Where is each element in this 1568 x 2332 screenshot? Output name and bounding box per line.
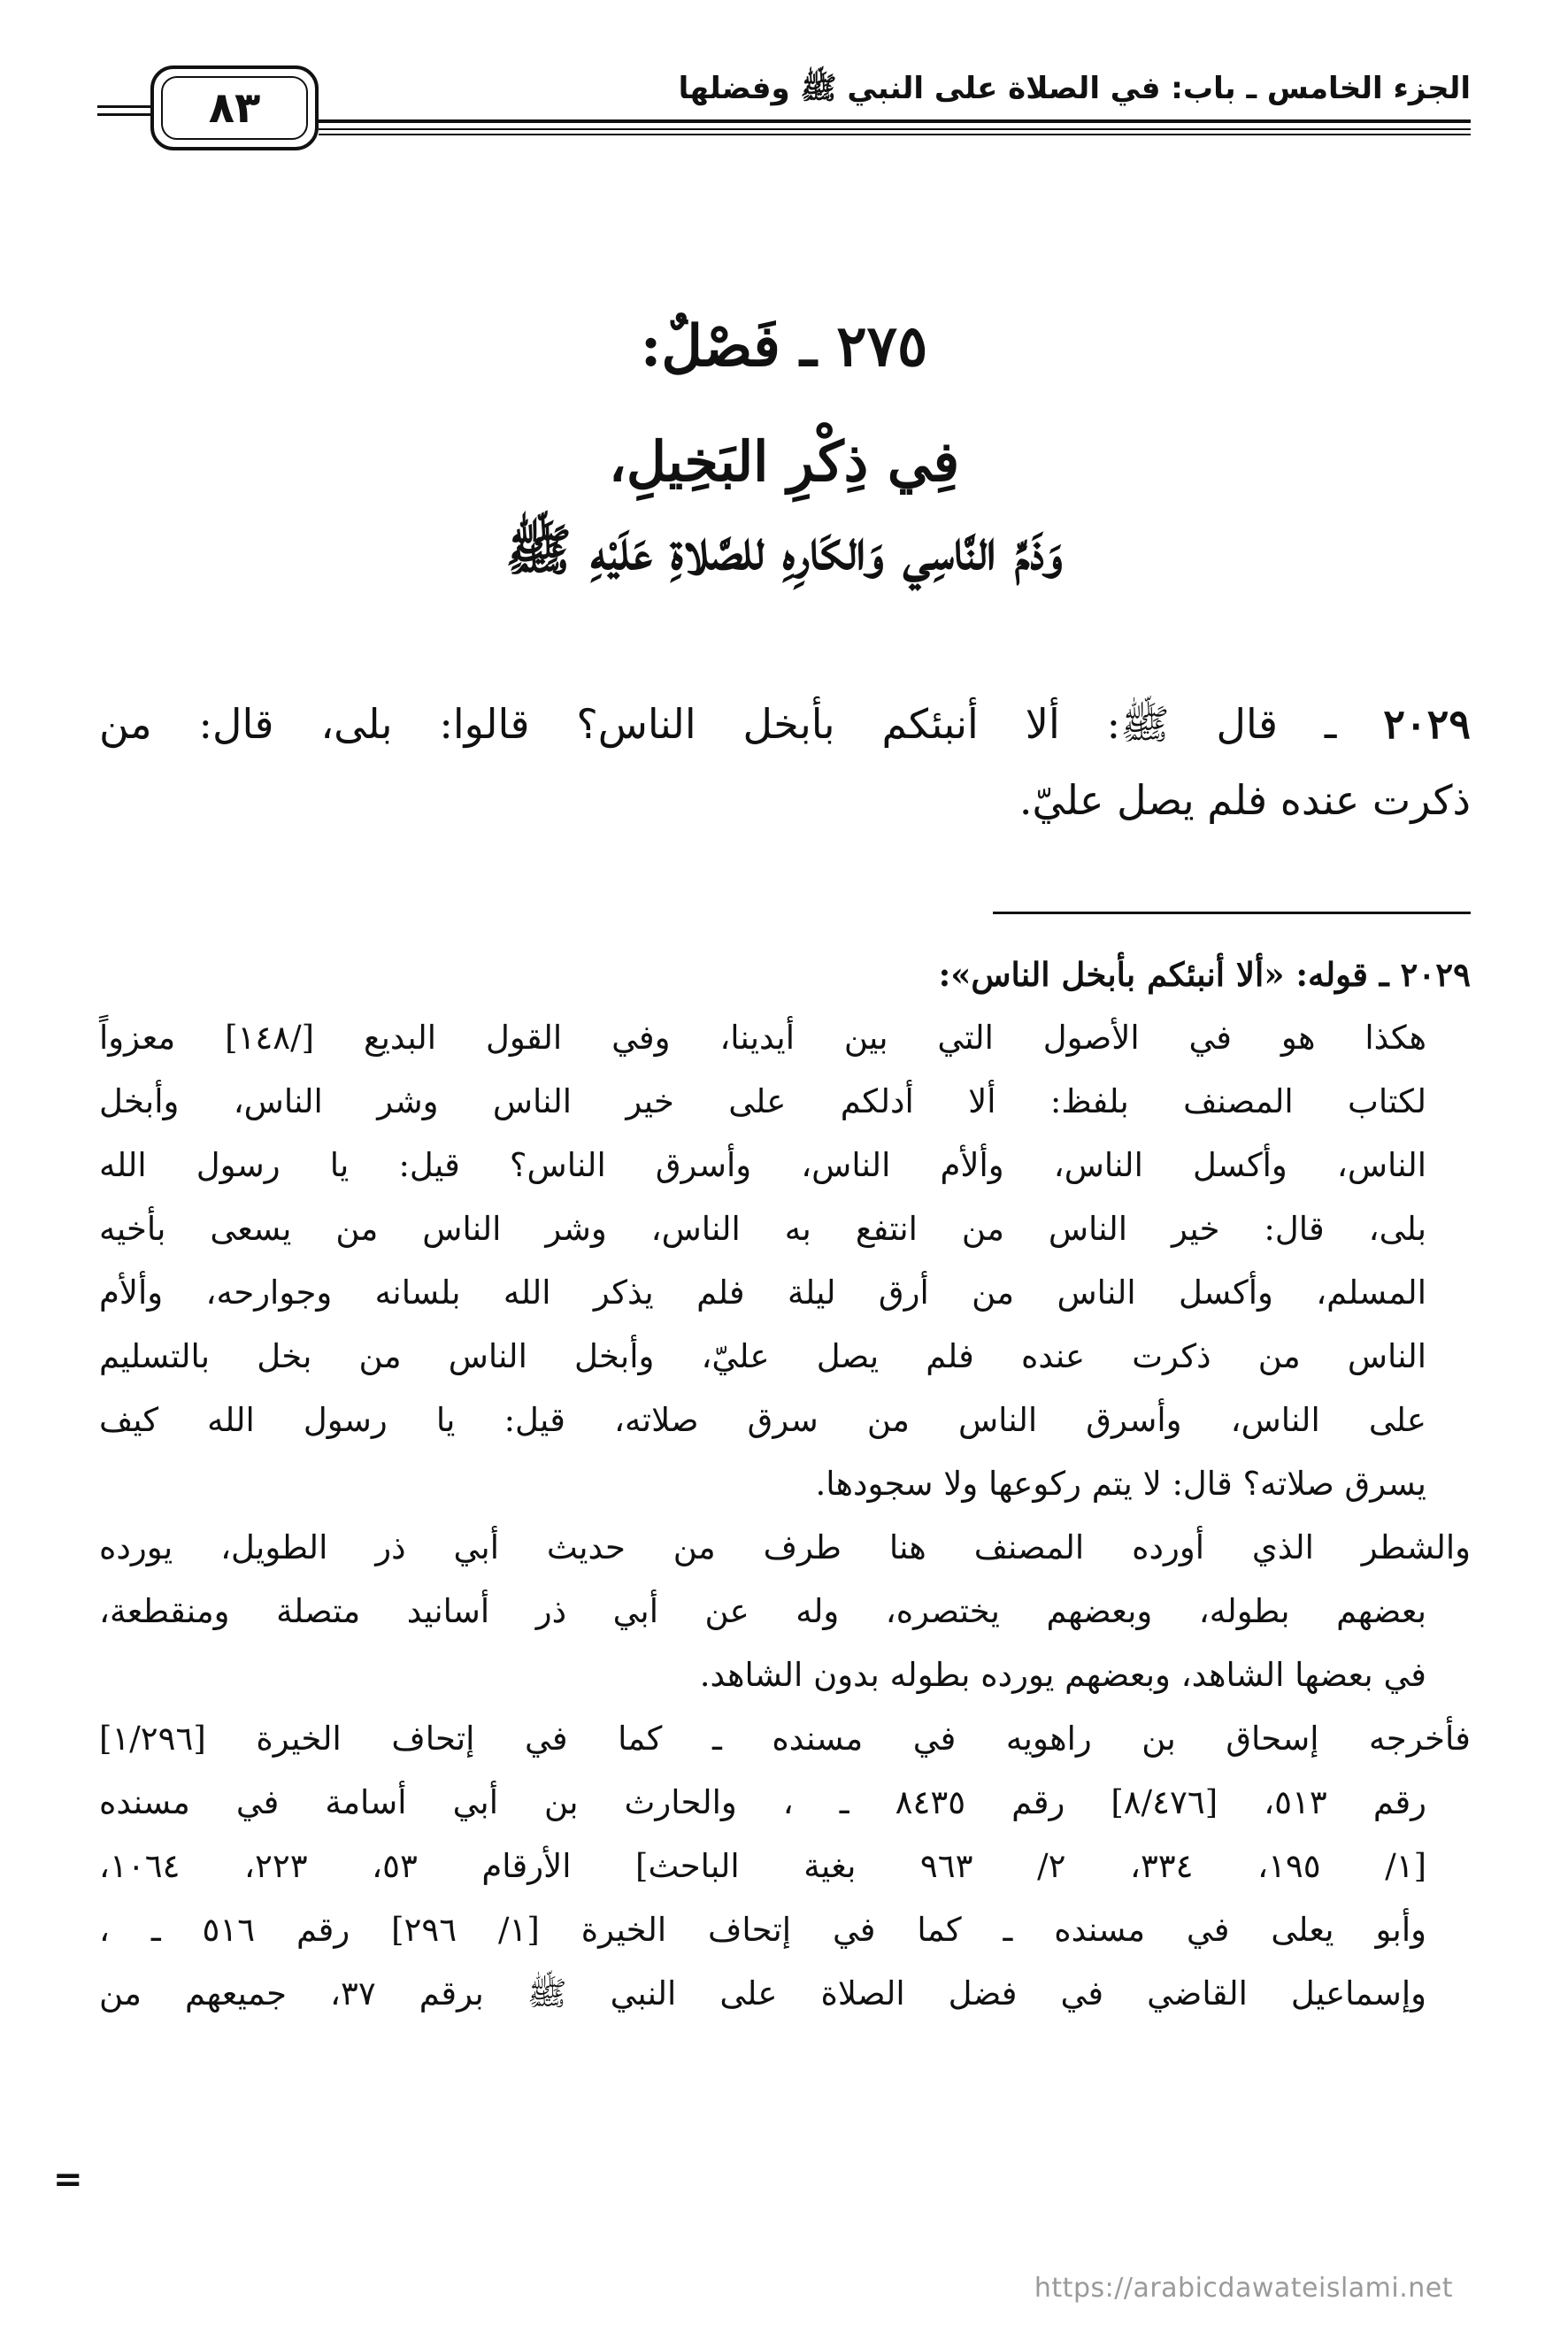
section-number-title: ٢٧٥ ـ فَصْلٌ:: [640, 313, 928, 380]
commentary-heading: ٢٠٢٩ ـ قوله: «ألا أنبئكم بأبخل الناس»:: [938, 955, 1471, 994]
running-header-title: الجزء الخامس ـ باب: في الصلاة على النبي ﷺ وفضلها: [678, 71, 1471, 106]
footnote-separator: [993, 912, 1471, 914]
section-subtitle-1: فِي ذِكْرِ البَخِيلِ،: [608, 429, 960, 494]
watermark-url: https://arabicdawateislami.net: [1034, 2273, 1453, 2304]
section-subtitle-2: وَذَمِّ النَّاسِي وَالكَارِهِ للصَّلاةِ عَلَيْهِ ﷺ: [505, 518, 1063, 582]
commentary-line: [١/ ١٩٥، ٣٣٤، ٢/ ٩٦٣ بغية الباحث] الأرقام ٥٣، ٢٢٣، ١٠٦٤،: [99, 1847, 1427, 1885]
hadith-line: [99, 686, 1471, 762]
commentary-line: وأبو يعلى في مسنده ـ كما في إتحاف الخيرة [١/ ٢٩٦] رقم ٥١٦ ـ ،: [99, 1911, 1427, 1949]
commentary-line: رقم ٥١٣، [٨/٤٧٦] رقم ٨٤٣٥ ـ ، والحارث بن أبي أسامة في مسنده: [99, 1783, 1426, 1821]
commentary-line: يسرق صلاته؟ قال: لا يتم ركوعها ولا سجودها.: [815, 1465, 1426, 1503]
hadith-line: ذكرت عنده فلم يصل عليّ.: [1018, 776, 1471, 824]
commentary-line: فأخرجه إسحاق بن راهويه في مسنده ـ كما في إتحاف الخيرة [١/٢٩٦]: [99, 1720, 1471, 1758]
hadith-line-1-text: ـ قال ﷺ: ألا أنبئكم بأبخل الناس؟ قالوا: بلى، قال: من: [99, 700, 1337, 748]
commentary-line: على الناس، وأسرق الناس من سرق صلاته، قيل: يا رسول الله كيف: [99, 1401, 1426, 1439]
commentary-line: بلى، قال: خير الناس من انتفع به الناس، وشر الناس من يسعى بأخيه: [99, 1210, 1426, 1248]
header-rule: [319, 134, 1471, 135]
continuation-mark: =: [53, 2159, 83, 2200]
commentary-line: بعضهم بطوله، وبعضهم يختصره، وله عن أبي ذر أسانيد متصلة ومنقطعة،: [99, 1592, 1426, 1630]
page-number: ٨٣: [161, 76, 308, 140]
commentary-line: هكذا هو في الأصول التي بين أيدينا، وفي القول البديع [/١٤٨] معزواً: [99, 1019, 1426, 1057]
commentary-line: المسلم، وأكسل الناس من أرق ليلة فلم يذكر الله بلسانه وجوارحه، وألأم: [99, 1274, 1426, 1312]
commentary-line: والشطر الذي أورده المصنف هنا طرف من حديث أبي ذر الطويل، يورده: [99, 1528, 1471, 1566]
commentary: [99, 943, 1471, 2026]
header-rule: [97, 105, 150, 108]
commentary-line: لكتاب المصنف بلفظ: ألا أدلكم على خير الناس وشر الناس، وأبخل: [99, 1082, 1426, 1120]
header-rule: [97, 113, 150, 116]
commentary-line: الناس، وأكسل الناس، وألأم الناس، وأسرق الناس؟ قيل: يا رسول الله: [99, 1146, 1426, 1184]
hadith-number: ٢٠٢٩: [1383, 700, 1472, 748]
header-rule: [319, 119, 1471, 123]
commentary-line: الناس من ذكرت عنده فلم يصل عليّ، وأبخل الناس من بخل بالتسليم: [99, 1337, 1426, 1375]
hadith-text: [99, 686, 1471, 838]
commentary-line: وإسماعيل القاضي في فضل الصلاة على النبي ﷺ برقم ٣٧، جميعهم من: [99, 1974, 1426, 2013]
commentary-line: في بعضها الشاهد، وبعضهم يورده بطوله بدون الشاهد.: [699, 1656, 1426, 1694]
header-rule: [319, 128, 1471, 130]
page-number-frame: [150, 65, 319, 150]
